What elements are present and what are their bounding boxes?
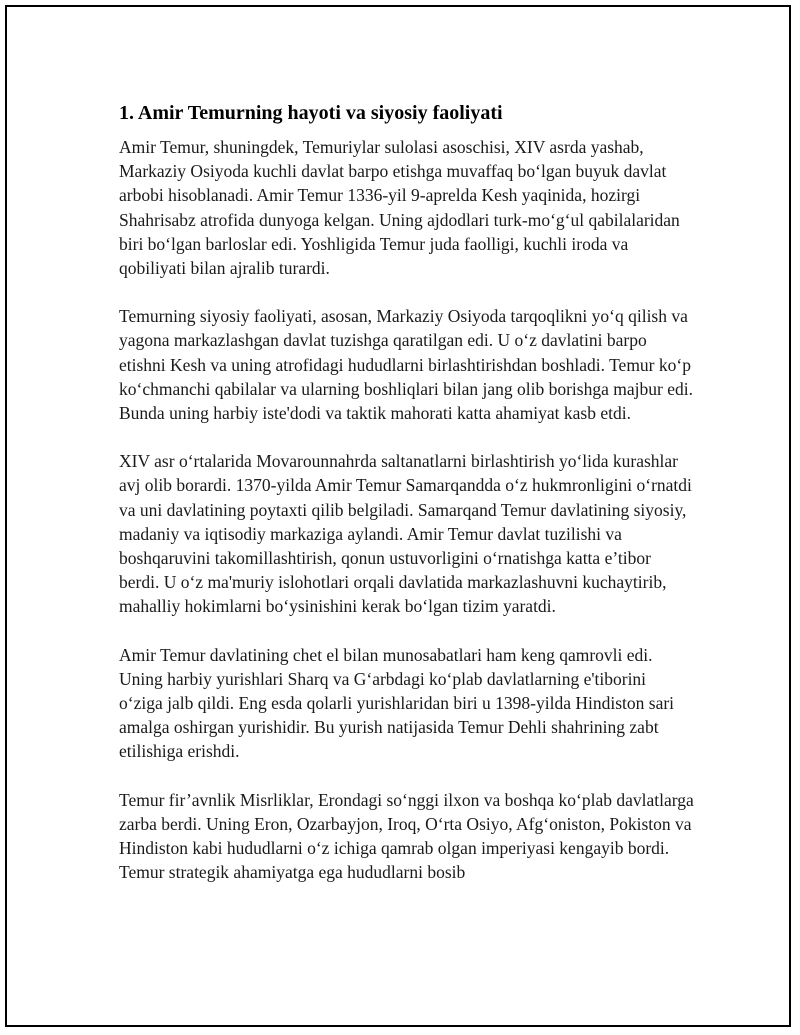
paragraph-1: Amir Temur, shuningdek, Temuriylar sulolasi asoschisi, XIV asrda yashab, Markaziy Osiyoda kuchli davlat barpo etishga muvaffaq bo‘lgan buyuk davlat arbobi hisoblanadi. Amir Temur 1336-yil 9-aprelda Kesh yaqinida, hozirgi Shahrisabz atrofida dunyoga kelgan. Uning ajdodlari turk-mo‘g‘ul qabilalaridan biri bo‘lgan barloslar edi. Yoshligida Temur juda faolligi, kuchli iroda va qobiliyati bilan ajralib turardi.	[119, 137, 680, 279]
document-body	[119, 99, 694, 908]
paragraph-4: Amir Temur davlatining chet el bilan munosabatlari ham keng qamrovli edi. Uning harbiy yurishlari Sharq va G‘arbdagi ko‘plab davlatlarning e'tiborini o‘ziga jalb qildi. Eng esda qolarli yurishlaridan biri u 1398-yilda Hindiston sari amalga oshirgan yurishidir. Bu yurish natijasida Temur Dehli shahrining zabt etilishiga erishdi.	[119, 644, 675, 762]
paragraph-2: Temurning siyosiy faoliyati, asosan, Markaziy Osiyoda tarqoqlikni yo‘q qilish va yagona markazlashgan davlat tuzishga qaratilgan edi. U o‘z davlatini barpo etishni Kesh va uning atrofidagi hududlarni birlashtirishdan boshladi. Temur ko‘p ko‘chmanchi qabilalar va ularning boshliqlari bilan jang olib borishga majbur edi. Bunda uning harbiy iste'dodi va taktik mahorati katta ahamiyat kasb etdi.	[119, 306, 693, 424]
section-heading: 1. Amir Temurning hayoti va siyosiy faoliyati	[119, 102, 503, 124]
paragraph-5: Temur fir’avnlik Misrliklar, Erondagi so‘nggi ilxon va boshqa ko‘plab davlatlarga zarba berdi. Uning Eron, Ozarbayjon, Iroq, O‘rta Osiyo, Afg‘oniston, Pokiston va Hindiston kabi hududlarni o‘z ichiga qamrab olgan imperiyasi kengayib bordi. Temur strategik ahamiyatga ega hududlarni bosib	[119, 789, 694, 883]
document-page	[5, 5, 791, 1027]
paragraph-3: XIV asr o‘rtalarida Movarounnahrda saltanatlarni birlashtirish yo‘lida kurashlar avj olib borardi. 1370-yilda Amir Temur Samarqandda o‘z hukmronligini o‘rnatdi va uni davlatining poytaxti qilib belgiladi. Samarqand Temur davlatining siyosiy, madaniy va iqtisodiy markaziga aylandi. Amir Temur davlat tuzilishi va boshqaruvini takomillashtirish, qonun ustuvorligini o‘rnatishga katta e’tibor berdi. U o‘z ma'muriy islohotlari orqali davlatida markazlashuvni kuchaytirib, mahalliy hokimlarni bo‘ysinishini kerak bo‘lgan tizim yaratdi.	[119, 451, 692, 617]
